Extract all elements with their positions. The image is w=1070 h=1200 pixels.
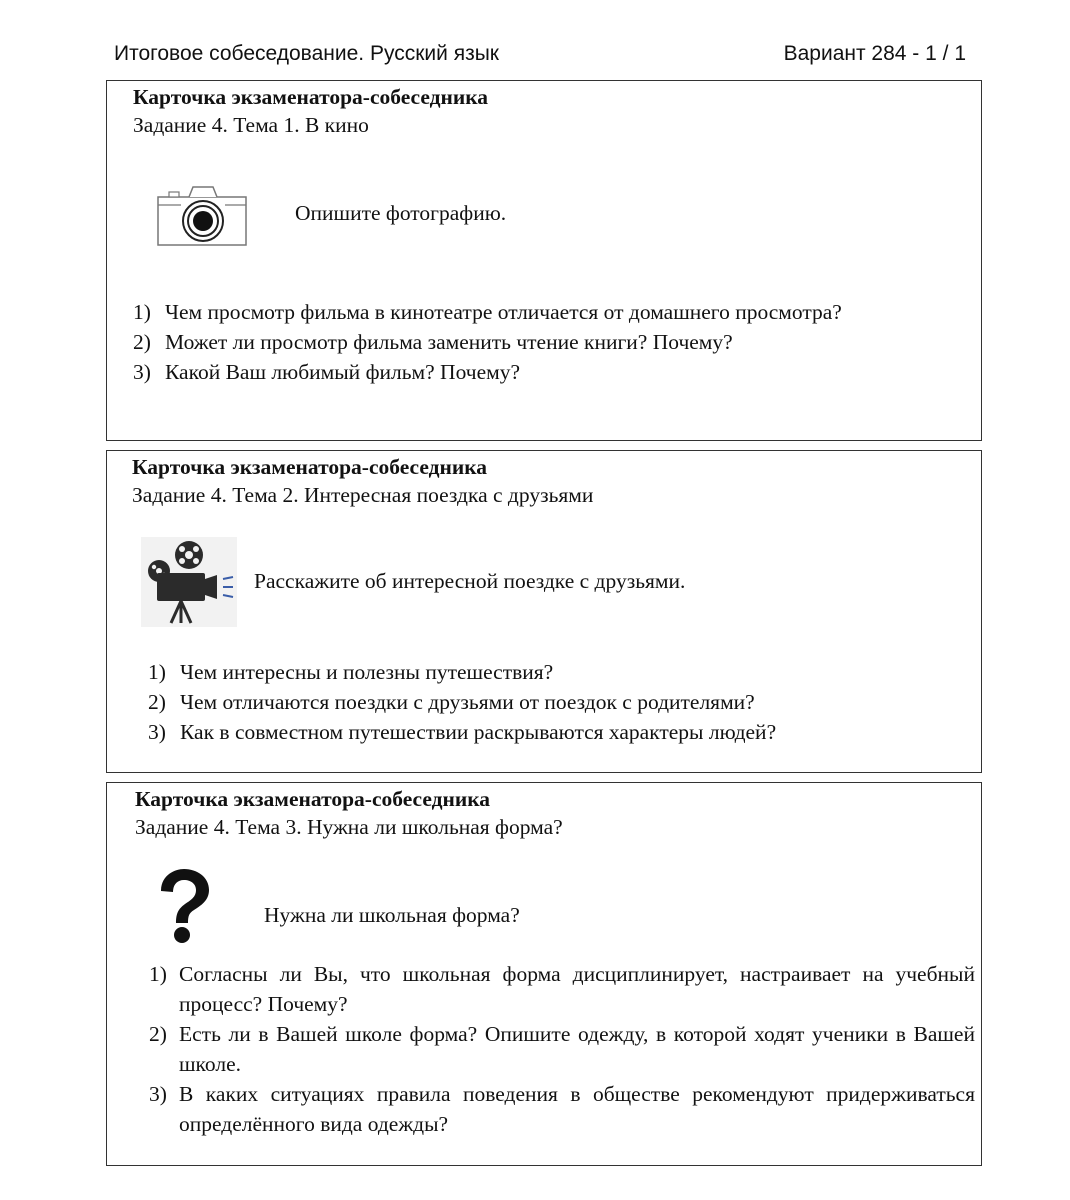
list-item: 3) Какой Ваш любимый фильм? Почему? <box>133 360 521 384</box>
question-list <box>133 297 973 387</box>
examiner-card-1 <box>106 80 982 441</box>
question-text: Как в совместном путешествии раскрываются характеры людей? <box>180 720 777 744</box>
list-item: 3) Как в совместном путешествии раскрываются характеры людей? <box>148 720 777 744</box>
question-text: Чем отличаются поездки с друзьями от поездок с родителями? <box>180 690 755 714</box>
page-header <box>0 38 1070 72</box>
card-subtitle: Задание 4. Тема 2. Интересная поездка с друзьями <box>132 483 594 507</box>
question-text: Есть ли в Вашей школе форма? Опишите одежду, в которой ходят ученики в Вашей школе. <box>179 1022 975 1076</box>
question-text: Согласны ли Вы, что школьная форма дисциплинирует, настраивает на учебный процесс? Почему? <box>179 962 975 1016</box>
examiner-card-2 <box>106 450 982 773</box>
film-projector-icon <box>141 537 237 632</box>
list-item: 1) Чем интересны и полезны путешествия? <box>148 660 554 684</box>
question-text: Чем интересны и полезны путешествия? <box>180 660 554 684</box>
list-item: 2) Может ли просмотр фильма заменить чтение книги? Почему? <box>133 330 733 354</box>
card-title: Карточка экзаменатора-собеседника <box>133 85 489 109</box>
question-text: Может ли просмотр фильма заменить чтение книги? Почему? <box>165 330 733 354</box>
card-subtitle: Задание 4. Тема 3. Нужна ли школьная форма? <box>135 815 563 839</box>
card-title: Карточка экзаменатора-собеседника <box>132 455 488 479</box>
question-list <box>149 959 975 1139</box>
list-item: 1) Чем просмотр фильма в кинотеатре отличается от домашнего просмотра? <box>133 300 842 324</box>
question-text: Чем просмотр фильма в кинотеатре отличается от домашнего просмотра? <box>165 300 842 324</box>
camera-icon <box>157 183 249 252</box>
card-instruction: Опишите фотографию. <box>295 201 507 225</box>
exam-title: Итоговое собеседование. Русский язык <box>114 42 499 65</box>
list-item: 3) В каких ситуациях правила поведения в обществе рекомендуют придерживаться определённого вида одежды? <box>149 1082 975 1136</box>
card-subtitle: Задание 4. Тема 1. В кино <box>133 113 369 137</box>
list-item: 1) Согласны ли Вы, что школьная форма дисциплинирует, настраивает на учебный процесс? Почему? <box>149 962 975 1016</box>
card-title: Карточка экзаменатора-собеседника <box>135 787 491 811</box>
question-text: Какой Ваш любимый фильм? Почему? <box>165 360 521 384</box>
card-instruction: Нужна ли школьная форма? <box>264 903 520 927</box>
examiner-card-3 <box>106 782 982 1166</box>
question-mark-icon <box>151 869 217 950</box>
question-list <box>148 657 968 747</box>
variant-label: Вариант 284 - 1 / 1 <box>783 42 966 65</box>
list-item: 2) Чем отличаются поездки с друзьями от поездок с родителями? <box>148 690 755 714</box>
list-item: 2) Есть ли в Вашей школе форма? Опишите одежду, в которой ходят ученики в Вашей школе. <box>149 1022 975 1076</box>
card-instruction: Расскажите об интересной поездке с друзьями. <box>254 569 686 593</box>
question-text: В каких ситуациях правила поведения в обществе рекомендуют придерживаться определённого вида одежды? <box>179 1082 975 1136</box>
